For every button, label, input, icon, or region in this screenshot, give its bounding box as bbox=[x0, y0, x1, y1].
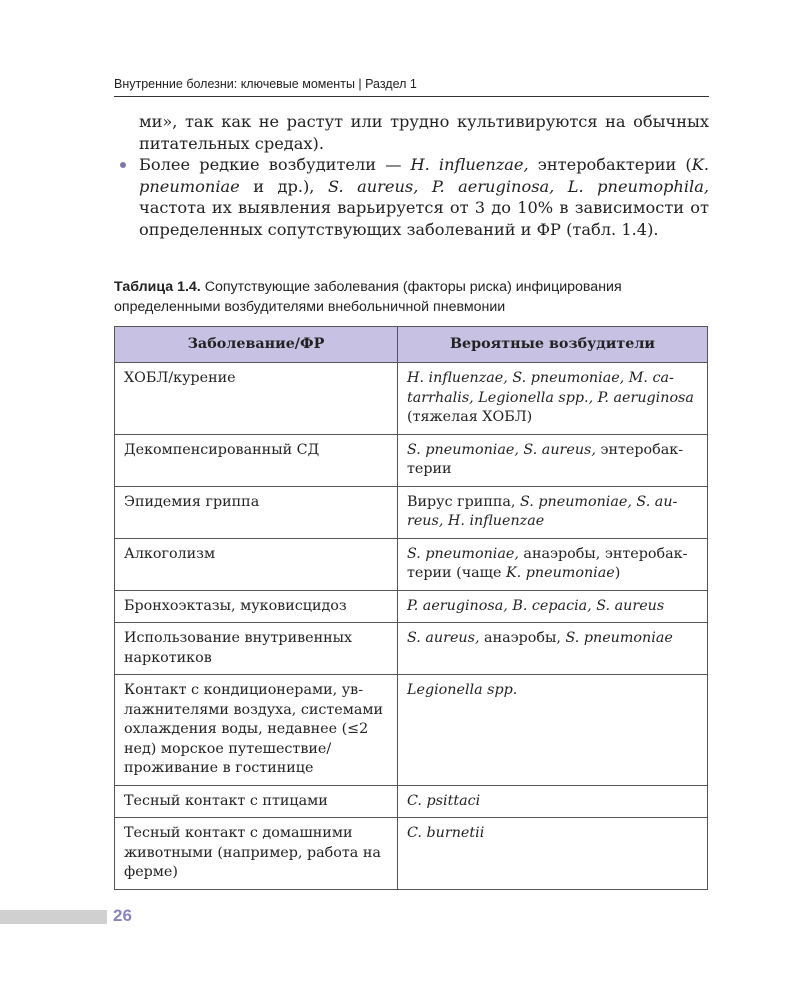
table-row bbox=[115, 675, 708, 786]
pathogen-italic: K. pneumoniae bbox=[505, 565, 615, 581]
header-disease: Заболевание/ФР bbox=[115, 327, 398, 363]
bullet-italic: K. pneumoniae bbox=[139, 155, 709, 196]
bullet-text: энтеробактерии ( bbox=[528, 155, 692, 174]
pathogens-cell bbox=[398, 785, 708, 818]
header-divider bbox=[114, 96, 709, 97]
table-row bbox=[115, 486, 708, 538]
table-row bbox=[115, 538, 708, 590]
pathogens-cell bbox=[398, 486, 708, 538]
bullet-text: частота их выявления варьируется от 3 до 10% в зависимости от определенных сопутствующих заболеваний и ФР (табл. 1.4). bbox=[139, 198, 709, 239]
caption-text: Сопутствующие заболевания (факторы риска) инфицирования определенными возбудителями внебольничной пневмонии bbox=[114, 279, 622, 315]
running-head: Внутренние болезни: ключевые моменты | Раздел 1 bbox=[114, 77, 417, 91]
pathogen-italic: C. burnetii bbox=[407, 825, 485, 841]
pathogen-italic: S. pneumoniae, S. aureus, H. influenzae bbox=[407, 493, 678, 529]
header-pathogens: Вероятные возбудители bbox=[398, 327, 708, 363]
page-number: 26 bbox=[113, 906, 132, 925]
bullet-italic: H. influenzae, bbox=[410, 155, 529, 174]
pathogen-text: анаэробы, bbox=[479, 630, 566, 646]
disease-cell: Алкоголизм bbox=[115, 538, 398, 590]
pathogen-italic: C. psittaci bbox=[407, 792, 481, 809]
disease-cell: ХОБЛ/курение bbox=[115, 363, 398, 435]
table-row bbox=[115, 434, 708, 486]
table-row bbox=[115, 818, 708, 890]
disease-cell: Контакт с кондиционерами, увлажнителями воздуха, системами охлаждения воды, недавнее (≤2 нед) морское путешествие/проживание в гостинице bbox=[115, 675, 398, 786]
pathogen-text: анаэробы, энтеробактерии (чаще bbox=[407, 545, 688, 581]
caption-label: Таблица 1.4. bbox=[114, 279, 201, 295]
pathogens-cell bbox=[398, 363, 708, 435]
table-caption bbox=[114, 277, 709, 317]
pathogen-text: ) bbox=[614, 565, 621, 581]
disease-cell: Бронхоэктазы, муковисцидоз bbox=[115, 590, 398, 623]
table-header-row bbox=[115, 327, 708, 363]
body-text bbox=[114, 111, 709, 240]
pathogen-text: (тяжелая ХОБЛ) bbox=[407, 409, 533, 425]
pathogens-cell bbox=[398, 590, 708, 623]
pathogen-italic: S. pneumoniae, bbox=[407, 545, 519, 562]
pathogens-cell bbox=[398, 434, 708, 486]
pathogen-italic: H. influenzae, S. pneumoniae, M. catarrhalis, Legionella spp., P. aeruginosa bbox=[407, 370, 694, 406]
pathogens-cell bbox=[398, 623, 708, 675]
bullet-dot-icon bbox=[120, 162, 126, 168]
table-row bbox=[115, 785, 708, 818]
bullet-paragraph bbox=[114, 154, 709, 240]
page-number-bar bbox=[0, 910, 107, 924]
pathogens-cell bbox=[398, 675, 708, 786]
pathogen-text: Вирус гриппа, bbox=[407, 493, 520, 510]
disease-cell: Декомпенсированный СД bbox=[115, 434, 398, 486]
bullet-text: и др.), bbox=[239, 176, 328, 196]
bullet-italic: S. aureus, P. aeruginosa, L. pneumophila, bbox=[327, 176, 709, 196]
pathogen-italic: S. pneumoniae, S. aureus, bbox=[407, 441, 596, 458]
table-row bbox=[115, 363, 708, 435]
table-row bbox=[115, 623, 708, 675]
continuation-paragraph: ми», так как не растут или трудно культивируются на обычных питательных средах). bbox=[139, 112, 709, 153]
pathogen-italic: Legionella spp. bbox=[407, 682, 518, 698]
pathogen-italic: S. aureus, bbox=[407, 630, 480, 646]
bullet-text: Более редкие возбудители — bbox=[139, 155, 411, 174]
pathogens-cell bbox=[398, 818, 708, 890]
pathogens-cell bbox=[398, 538, 708, 590]
pathogen-italic: S. pneumoniae bbox=[565, 630, 673, 646]
table-row bbox=[115, 590, 708, 623]
disease-cell: Тесный контакт с домашними животными (например, работа на ферме) bbox=[115, 818, 398, 890]
disease-cell: Тесный контакт с птицами bbox=[115, 785, 398, 818]
disease-cell: Эпидемия гриппа bbox=[115, 486, 398, 538]
disease-cell: Использование внутривенных наркотиков bbox=[115, 623, 398, 675]
pathogen-text: энтеробактерии bbox=[407, 441, 684, 477]
pathogens-table bbox=[114, 326, 708, 890]
pathogen-italic: P. aeruginosa, B. cepacia, S. aureus bbox=[407, 597, 665, 614]
